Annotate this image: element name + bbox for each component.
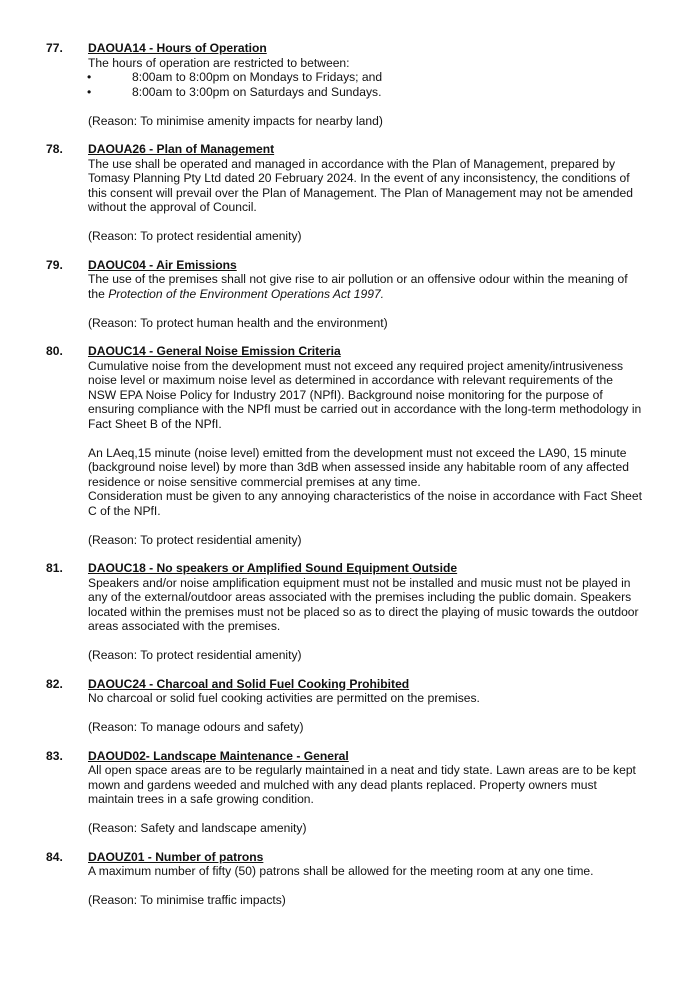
paragraph-text: No charcoal or solid fuel cooking activities are permitted on the premises. xyxy=(88,691,480,705)
condition-number: 77. xyxy=(46,41,63,55)
bullet-list xyxy=(88,70,644,99)
paragraph-text: A maximum number of fifty (50) patrons shall be allowed for the meeting room at any one time. xyxy=(88,864,594,878)
paragraph-text: All open space areas are to be regularly maintained in a neat and tidy state. Lawn areas are to be kept mown and gardens weeded and mulched with any dead plants replaced. Property owners must maintain trees in a safe growing condition. xyxy=(88,763,636,806)
condition-title: DAOUC24 - Charcoal and Solid Fuel Cooking Prohibited xyxy=(88,676,410,691)
condition-paragraph xyxy=(88,157,644,215)
condition-paragraph xyxy=(88,691,644,706)
condition-number: 81. xyxy=(46,561,63,575)
condition-title: DAOUD02- Landscape Maintenance - General xyxy=(88,748,349,763)
condition-paragraph xyxy=(88,359,644,432)
condition-paragraph xyxy=(88,446,644,490)
paragraph-text: Cumulative noise from the development must not exceed any required project amenity/intrusiveness noise level or maximum noise level as determined in accordance with relevant requirements of the NSW EPA Noise Policy for Industry 2017 (NPfI). Background noise monitoring for the purpose of ensuring compliance with the NPfI must be carried out in accordance with the long-term methodology in Fact Sheet B of the NPfI. xyxy=(88,358,642,431)
condition-number: 80. xyxy=(46,344,63,358)
condition-item xyxy=(0,344,683,547)
condition-paragraph xyxy=(88,56,644,71)
condition-paragraph xyxy=(88,272,644,301)
bullet-text: 8:00am to 8:00pm on Mondays to Fridays; and xyxy=(132,70,383,84)
condition-body xyxy=(88,677,644,735)
condition-reason: (Reason: To protect residential amenity) xyxy=(88,648,302,662)
document-body xyxy=(0,41,683,922)
condition-body xyxy=(88,41,644,128)
condition-title: DAOUC14 - General Noise Emission Criteria xyxy=(88,344,341,358)
condition-number: 83. xyxy=(46,748,63,763)
bullet-icon: • xyxy=(87,84,92,99)
condition-item xyxy=(0,561,683,663)
condition-body xyxy=(88,850,644,908)
paragraph-text: An LAeq,15 minute (noise level) emitted from the development must not exceed the LA90, 15 minute (background noise level) by more than 3dB when assessed inside any habitable room of any affected residence or noise sensitive commercial premises at any time. xyxy=(88,445,629,489)
bullet-icon: • xyxy=(87,70,92,84)
condition-reason: (Reason: To minimise amenity impacts for nearby land) xyxy=(88,113,383,128)
paragraph-text: Speakers and/or noise amplification equipment must not be installed and music must not be played in any of the external/outdoor areas associated with the premises including the public domain. Speakers located within the premises must not be placed so as to direct the playing of music towards the outdoor areas associated with the premises. xyxy=(88,575,639,633)
paragraph-text: The hours of operation are restricted to between: xyxy=(88,55,350,70)
paragraph-text: The use of the premises shall not give rise to air pollution or an offensive odour within the meaning of the xyxy=(88,272,628,301)
condition-body xyxy=(88,142,644,244)
paragraph-text: The use shall be operated and managed in accordance with the Plan of Management, prepared by Tomasy Planning Pty Ltd dated 20 February 2024. In the event of any inconsistency, the conditions of this consent will prevail over the Plan of Management. The Plan of Management may not be amended without the approval of Council. xyxy=(88,156,633,214)
condition-reason: (Reason: To manage odours and safety) xyxy=(88,720,304,734)
condition-item xyxy=(0,142,683,244)
condition-title: DAOUC18 - No speakers or Amplified Sound Equipment Outside xyxy=(88,561,458,575)
condition-paragraph xyxy=(88,576,644,634)
condition-reason: (Reason: To protect residential amenity) xyxy=(88,229,302,243)
condition-paragraph xyxy=(88,864,644,879)
condition-item xyxy=(0,749,683,836)
condition-number: 78. xyxy=(46,142,63,156)
condition-title: DAOUZ01 - Number of patrons xyxy=(88,849,264,864)
condition-body xyxy=(88,749,644,836)
condition-paragraph xyxy=(88,763,644,807)
condition-title: DAOUA26 - Plan of Management xyxy=(88,142,275,156)
condition-item xyxy=(0,41,683,128)
condition-item xyxy=(0,850,683,908)
condition-title: DAOUA14 - Hours of Operation xyxy=(88,41,267,55)
bullet-item xyxy=(88,85,644,100)
bullet-item xyxy=(88,70,644,85)
condition-reason: (Reason: Safety and landscape amenity) xyxy=(88,821,307,835)
condition-body xyxy=(88,561,644,663)
condition-reason: (Reason: To minimise traffic impacts) xyxy=(88,893,286,907)
condition-item xyxy=(0,258,683,331)
condition-body xyxy=(88,258,644,331)
condition-title: DAOUC04 - Air Emissions xyxy=(88,257,237,272)
condition-number: 82. xyxy=(46,676,63,691)
condition-number: 79. xyxy=(46,257,63,272)
condition-body xyxy=(88,344,644,547)
condition-item xyxy=(0,677,683,735)
paragraph-text: Consideration must be given to any annoying characteristics of the noise in accordance with Fact Sheet C of the NPfI. xyxy=(88,489,642,518)
condition-number: 84. xyxy=(46,849,63,864)
act-name: Protection of the Environment Operations Act 1997. xyxy=(108,286,385,301)
condition-reason: (Reason: To protect residential amenity) xyxy=(88,532,302,547)
condition-paragraph xyxy=(88,489,644,518)
condition-reason: (Reason: To protect human health and the environment) xyxy=(88,315,388,330)
bullet-text: 8:00am to 3:00pm on Saturdays and Sundays. xyxy=(132,84,382,99)
